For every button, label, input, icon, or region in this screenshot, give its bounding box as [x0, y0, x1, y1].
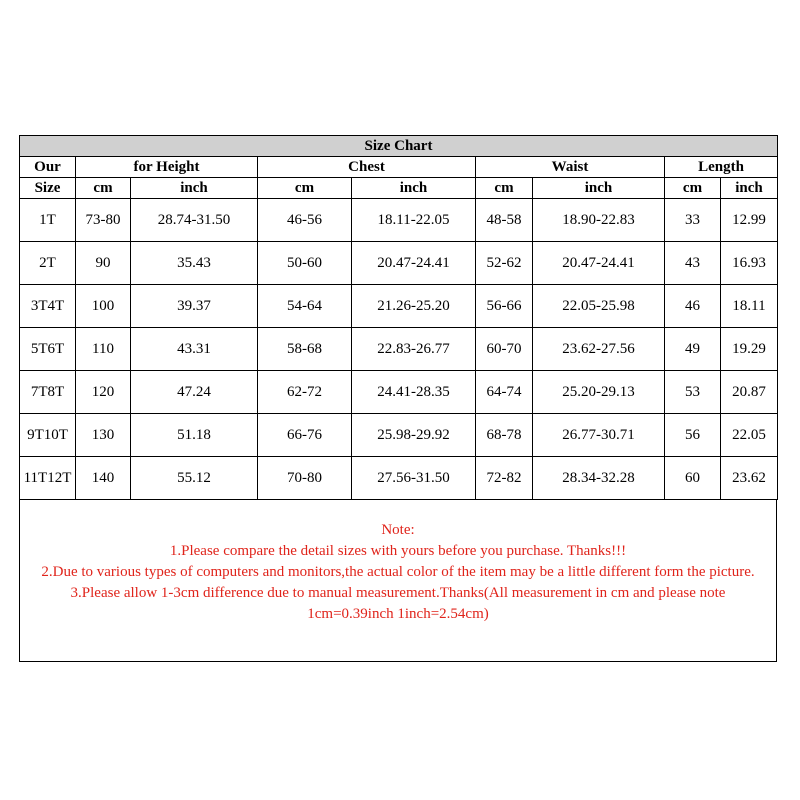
measurement-cell: 23.62 [721, 457, 778, 500]
measurement-cell: 55.12 [131, 457, 258, 500]
measurement-cell: 46 [665, 285, 721, 328]
measurement-cell: 22.83-26.77 [352, 328, 476, 371]
measurement-cell: 12.99 [721, 199, 778, 242]
our-size-header-top: Our [20, 157, 76, 178]
table-row [20, 199, 778, 242]
measurement-cell: 20.87 [721, 371, 778, 414]
measurement-cell: 18.11-22.05 [352, 199, 476, 242]
unit-header: cm [476, 178, 533, 199]
measurement-cell: 90 [76, 242, 131, 285]
measurement-cell: 51.18 [131, 414, 258, 457]
measurement-cell: 43.31 [131, 328, 258, 371]
measurement-cell: 22.05-25.98 [533, 285, 665, 328]
table-row [20, 285, 778, 328]
table-row [20, 457, 778, 500]
note-box [19, 500, 777, 662]
measurement-cell: 16.93 [721, 242, 778, 285]
measurement-cell: 130 [76, 414, 131, 457]
unit-header: inch [352, 178, 476, 199]
measurement-cell: 26.77-30.71 [533, 414, 665, 457]
unit-header-row [20, 178, 778, 199]
measurement-cell: 46-56 [258, 199, 352, 242]
table-row [20, 371, 778, 414]
group-header-row [20, 157, 778, 178]
size-cell: 1T [20, 199, 76, 242]
measurement-cell: 18.90-22.83 [533, 199, 665, 242]
measurement-cell: 66-76 [258, 414, 352, 457]
measurement-cell: 140 [76, 457, 131, 500]
title-row [20, 136, 778, 157]
size-cell: 11T12T [20, 457, 76, 500]
measurement-cell: 70-80 [258, 457, 352, 500]
unit-header: cm [258, 178, 352, 199]
unit-header: inch [131, 178, 258, 199]
size-chart [19, 135, 777, 662]
unit-header: inch [533, 178, 665, 199]
note-line-1: 1.Please compare the detail sizes with yours before you purchase. Thanks!!! [169, 543, 627, 559]
note-line-2: 2.Due to various types of computers and monitors,the actual color of the item may be a little different form the picture. [41, 564, 755, 580]
measurement-cell: 24.41-28.35 [352, 371, 476, 414]
measurement-cell: 33 [665, 199, 721, 242]
measurement-cell: 56 [665, 414, 721, 457]
measurement-cell: 39.37 [131, 285, 258, 328]
measurement-cell: 58-68 [258, 328, 352, 371]
our-size-header-bottom: Size [20, 178, 76, 199]
table-row [20, 242, 778, 285]
table-title: Size Chart [20, 136, 778, 157]
measurement-cell: 22.05 [721, 414, 778, 457]
table-row [20, 328, 778, 371]
chest-header: Chest [258, 157, 476, 178]
note-heading: Note: [381, 522, 415, 538]
size-cell: 7T8T [20, 371, 76, 414]
measurement-cell: 64-74 [476, 371, 533, 414]
measurement-cell: 18.11 [721, 285, 778, 328]
waist-header: Waist [476, 157, 665, 178]
measurement-cell: 47.24 [131, 371, 258, 414]
measurement-cell: 43 [665, 242, 721, 285]
measurement-cell: 35.43 [131, 242, 258, 285]
measurement-cell: 28.74-31.50 [131, 199, 258, 242]
measurement-cell: 60 [665, 457, 721, 500]
size-cell: 5T6T [20, 328, 76, 371]
measurement-cell: 20.47-24.41 [352, 242, 476, 285]
measurement-cell: 48-58 [476, 199, 533, 242]
length-header: Length [665, 157, 778, 178]
measurement-cell: 25.98-29.92 [352, 414, 476, 457]
measurement-cell: 19.29 [721, 328, 778, 371]
size-cell: 2T [20, 242, 76, 285]
height-header: for Height [76, 157, 258, 178]
measurement-cell: 72-82 [476, 457, 533, 500]
measurement-cell: 21.26-25.20 [352, 285, 476, 328]
measurement-cell: 28.34-32.28 [533, 457, 665, 500]
table-row [20, 414, 778, 457]
measurement-cell: 53 [665, 371, 721, 414]
measurement-cell: 100 [76, 285, 131, 328]
measurement-cell: 50-60 [258, 242, 352, 285]
size-cell: 3T4T [20, 285, 76, 328]
unit-header: inch [721, 178, 778, 199]
measurement-cell: 23.62-27.56 [533, 328, 665, 371]
measurement-cell: 120 [76, 371, 131, 414]
measurement-cell: 60-70 [476, 328, 533, 371]
note-line-3: 3.Please allow 1-3cm difference due to manual measurement.Thanks(All measurement in cm and please note 1cm=0.39inch 1inch=2.54cm) [70, 585, 726, 622]
measurement-cell: 68-78 [476, 414, 533, 457]
measurement-cell: 20.47-24.41 [533, 242, 665, 285]
measurement-cell: 73-80 [76, 199, 131, 242]
measurement-cell: 110 [76, 328, 131, 371]
unit-header: cm [665, 178, 721, 199]
measurement-cell: 49 [665, 328, 721, 371]
measurement-cell: 25.20-29.13 [533, 371, 665, 414]
measurement-cell: 52-62 [476, 242, 533, 285]
unit-header: cm [76, 178, 131, 199]
size-cell: 9T10T [20, 414, 76, 457]
size-chart-table [19, 135, 778, 500]
measurement-cell: 56-66 [476, 285, 533, 328]
measurement-cell: 62-72 [258, 371, 352, 414]
measurement-cell: 27.56-31.50 [352, 457, 476, 500]
measurement-cell: 54-64 [258, 285, 352, 328]
